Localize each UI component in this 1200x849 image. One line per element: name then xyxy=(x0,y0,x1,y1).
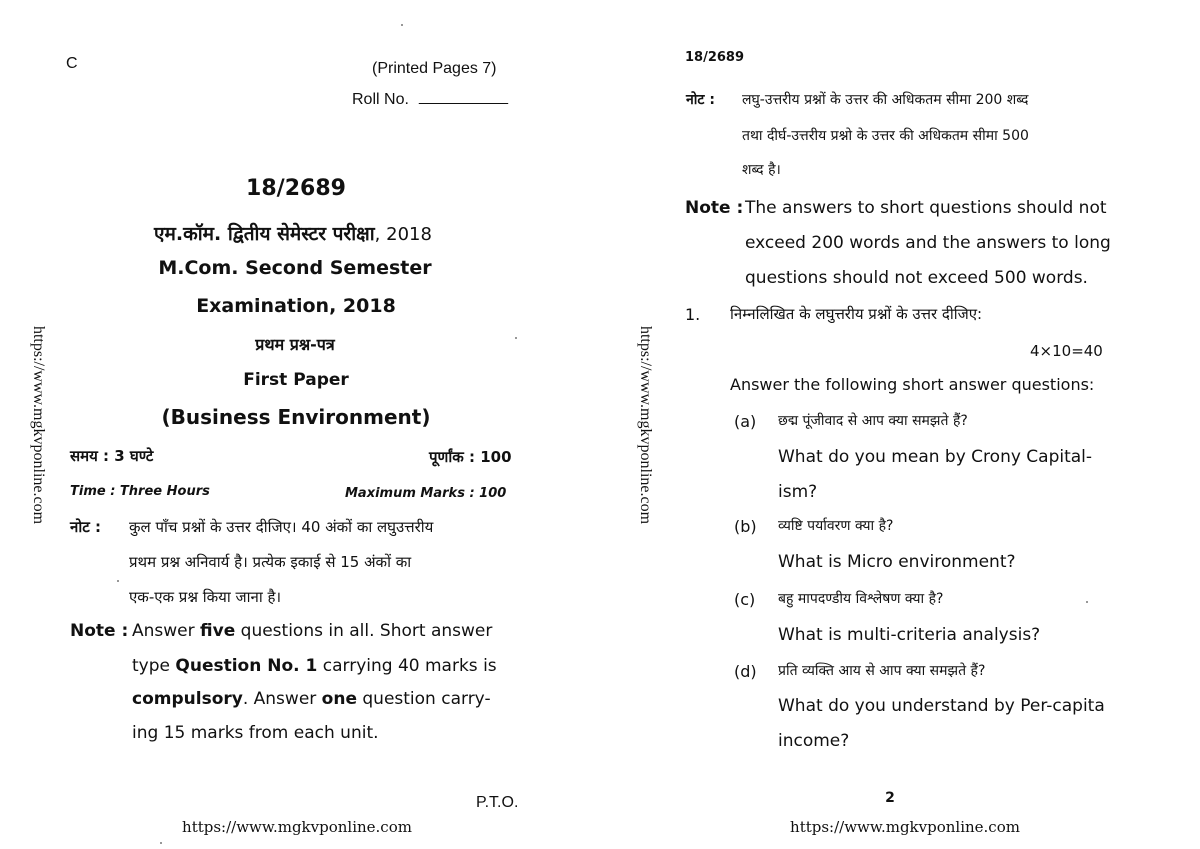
page-number: 2 xyxy=(885,790,895,806)
note-hi-line-1: कुल पाँच प्रश्नों के उत्तर दीजिए। 40 अंकों का लघुउत्तरीय xyxy=(129,518,434,536)
note-hi-line-3: एक-एक प्रश्न किया जाना है। xyxy=(129,588,282,606)
time-hi: समय : 3 घण्टे xyxy=(70,447,154,465)
scan-speck xyxy=(160,842,162,844)
paper-hi: प्रथम प्रश्न-पत्र xyxy=(255,335,335,354)
note-en-label: Note : xyxy=(70,621,129,641)
q1-number: 1. xyxy=(685,305,701,324)
q1-en: Answer the following short answer questions: xyxy=(730,375,1095,394)
subq-c-en-1: What is multi-criteria analysis? xyxy=(778,625,1041,645)
q1-marks: 4×10=40 xyxy=(1030,342,1103,360)
note-en-right-line-1: The answers to short questions should not xyxy=(745,198,1107,218)
note-hi-right-line-3: शब्द है। xyxy=(742,162,781,178)
footer-url-left: https://www.mgkvponline.com xyxy=(182,818,412,836)
note-en-line-2: type Question No. 1 carrying 40 marks is xyxy=(132,656,497,676)
subq-b-hi: व्यष्टि पर्यावरण क्या है? xyxy=(778,518,894,534)
note-hi-label-right: नोट : xyxy=(686,92,715,108)
subject-title: (Business Environment) xyxy=(161,405,431,429)
printed-pages: (Printed Pages 7) xyxy=(372,60,497,77)
max-marks-en: Maximum Marks : 100 xyxy=(345,486,507,501)
side-url-right: https://www.mgkvponline.com xyxy=(637,325,654,525)
paper-en: First Paper xyxy=(243,370,349,390)
scan-speck xyxy=(117,580,119,582)
subq-a-label: (a) xyxy=(734,412,757,431)
note-en-line-4: ing 15 marks from each unit. xyxy=(132,723,379,743)
subq-a-en-2: ism? xyxy=(778,482,818,502)
subq-b-en-1: What is Micro environment? xyxy=(778,552,1016,572)
subq-d-en-1: What do you understand by Per-capita xyxy=(778,696,1105,716)
note-en-right-line-3: questions should not exceed 500 words. xyxy=(745,268,1088,288)
time-en: Time : Three Hours xyxy=(70,484,210,499)
paper-code-right: 18/2689 xyxy=(685,50,745,65)
scan-speck xyxy=(515,337,517,339)
q1-hi: निम्नलिखित के लघुत्तरीय प्रश्नों के उत्तर दीजिए: xyxy=(730,305,983,323)
note-en-line-1: Answer five questions in all. Short answer xyxy=(132,621,493,641)
subq-b-label: (b) xyxy=(734,517,757,536)
subq-c-label: (c) xyxy=(734,590,756,609)
note-en-label-right: Note : xyxy=(685,198,744,218)
note-hi-label: नोट : xyxy=(70,518,101,536)
footer-url-right: https://www.mgkvponline.com xyxy=(790,818,1020,836)
note-hi-right-line-2: तथा दीर्घ-उत्तरीय प्रश्नो के उत्तर की अधिकतम सीमा 500 xyxy=(742,128,1029,144)
note-hi-line-2: प्रथम प्रश्न अनिवार्य है। प्रत्येक इकाई से 15 अंकों का xyxy=(129,553,412,571)
subq-c-hi: बहु मापदण्डीय विश्लेषण क्या है? xyxy=(778,591,944,607)
roll-no-blank: __________ xyxy=(419,88,508,105)
subq-d-label: (d) xyxy=(734,662,757,681)
roll-no-label: Roll No. xyxy=(352,91,409,108)
subq-a-en-1: What do you mean by Crony Capital- xyxy=(778,447,1093,467)
exam-title-hi: एम.कॉम. द्वितीय सेमेस्टर परीक्षा, 2018 xyxy=(154,223,432,245)
subq-d-hi: प्रति व्यक्ति आय से आप क्या समझते हैं? xyxy=(778,663,986,679)
max-marks-hi: पूर्णांक : 100 xyxy=(429,448,512,466)
subq-a-hi: छद्म पूंजीवाद से आप क्या समझते हैं? xyxy=(778,413,968,429)
series-letter: C xyxy=(66,55,78,72)
note-en-right-line-2: exceed 200 words and the answers to long xyxy=(745,233,1111,253)
side-url-left: https://www.mgkvponline.com xyxy=(30,325,47,525)
exam-title-en-1: M.Com. Second Semester xyxy=(158,257,432,279)
pto-text: P.T.O. xyxy=(476,794,519,811)
paper-code: 18/2689 xyxy=(246,176,346,201)
note-en-line-3: compulsory. Answer one question carry- xyxy=(132,689,491,709)
subq-d-en-2: income? xyxy=(778,731,850,751)
exam-title-en-2: Examination, 2018 xyxy=(196,295,396,317)
scan-speck xyxy=(401,24,403,26)
scan-speck xyxy=(1086,601,1088,603)
note-hi-right-line-1: लघु-उत्तरीय प्रश्नों के उत्तर की अधिकतम सीमा 200 शब्द xyxy=(742,92,1029,108)
